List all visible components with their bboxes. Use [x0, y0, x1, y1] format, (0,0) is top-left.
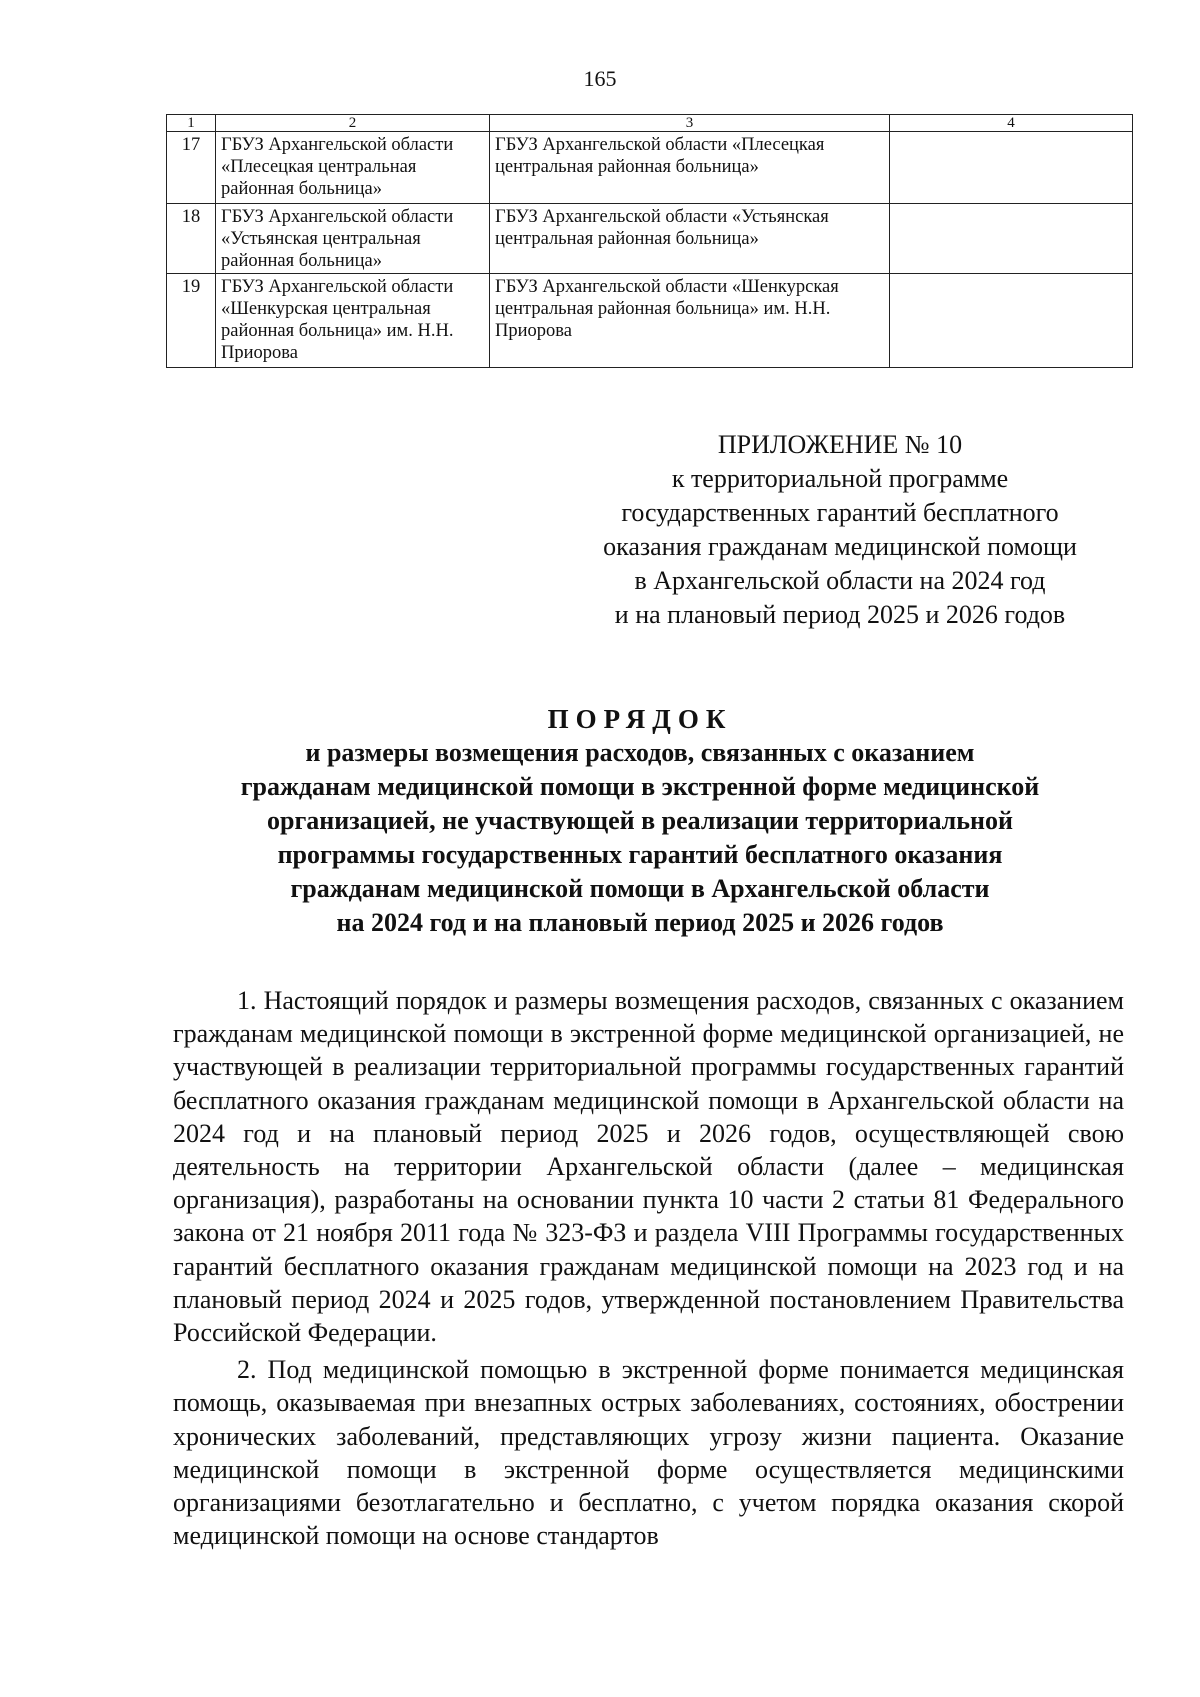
- appendix-line: оказания гражданам медицинской помощи: [603, 532, 1077, 561]
- page-number: 165: [583, 66, 617, 91]
- table-cell: ГБУЗ Архангельской области «Устьянская центральная районная больница»: [216, 204, 490, 274]
- heading-title: ПОРЯДОК: [547, 704, 733, 734]
- table-header-cell: 4: [890, 115, 1133, 132]
- appendix-block: [560, 428, 1120, 632]
- heading-line: на 2024 год и на плановый период 2025 и 2026 годов: [336, 908, 944, 937]
- table-cell: [890, 204, 1133, 274]
- organizations-table: [166, 114, 1133, 368]
- paragraph: 2. Под медицинской помощью в экстренной форме понимается медицинская помощь, оказываемая при внезапных острых заболеваниях, состояниях, обострении хронических заболеваний, представляющих угрозу жизни пациента. Оказание медицинской помощи в экстренной форме осуществляется медицинскими организациями безотлагательно и бесплатно, с учетом порядка оказания скорой медицинской помощи на основе стандартов: [173, 1355, 1124, 1551]
- paragraph: 1. Настоящий порядок и размеры возмещения расходов, связанных с оказанием гражданам медицинской помощи в экстренной форме медицинской организацией, не участвующей в реализации территориальной программы государственных гарантий бесплатного оказания гражданам медицинской помощи в Архангельской области на 2024 год и на плановый период 2025 и 2026 годов, осуществляющей свою деятельность на территории Архангельской области (далее – медицинская организация), разработаны на основании пункта 10 части 2 статьи 81 Федерального закона от 21 ноября 2011 года № 323-ФЗ и раздела VIII Программы государственных гарантий бесплатного оказания гражданам медицинской помощи на 2023 год и на плановый период 2024 и 2025 годов, утвержденной постановлением Правительства Российской Федерации.: [173, 986, 1124, 1348]
- appendix-line: и на плановый период 2025 и 2026 годов: [614, 600, 1066, 629]
- table-cell: [890, 274, 1133, 368]
- table-header-cell: 2: [216, 115, 490, 132]
- appendix-line: к территориальной программе: [671, 464, 1009, 493]
- table-cell: ГБУЗ Архангельской области «Шенкурская центральная районная больница» им. Н.Н. Приорова: [216, 274, 490, 368]
- heading-line: организацией, не участвующей в реализации территориальной: [267, 806, 1013, 835]
- table-cell: ГБУЗ Архангельской области «Устьянская центральная районная больница»: [490, 204, 890, 274]
- appendix-title: ПРИЛОЖЕНИЕ № 10: [717, 430, 963, 459]
- heading-line: гражданам медицинской помощи в экстренной форме медицинской: [240, 772, 1040, 801]
- table-header-cell: 1: [167, 115, 216, 132]
- document-heading: [160, 702, 1120, 940]
- table-header-cell: 3: [490, 115, 890, 132]
- appendix-line: в Архангельской области на 2024 год: [634, 566, 1046, 595]
- table-cell: ГБУЗ Архангельской области «Шенкурская центральная районная больница» им. Н.Н. Приорова: [490, 274, 890, 368]
- table-row: [167, 274, 1133, 368]
- row-number: 18: [167, 204, 216, 274]
- table-row: [167, 204, 1133, 274]
- appendix-line: государственных гарантий бесплатного: [621, 498, 1059, 527]
- heading-line: гражданам медицинской помощи в Архангельской области: [290, 874, 990, 903]
- table-cell: ГБУЗ Архангельской области «Плесецкая центральная районная больница»: [216, 132, 490, 204]
- body-text: [173, 984, 1124, 1556]
- heading-line: программы государственных гарантий бесплатного оказания: [277, 840, 1003, 869]
- table-header-row: [167, 115, 1133, 132]
- heading-line: и размеры возмещения расходов, связанных с оказанием: [305, 738, 975, 767]
- table-cell: ГБУЗ Архангельской области «Плесецкая центральная районная больница»: [490, 132, 890, 204]
- table-row: [167, 132, 1133, 204]
- table-cell: [890, 132, 1133, 204]
- row-number: 19: [167, 274, 216, 368]
- row-number: 17: [167, 132, 216, 204]
